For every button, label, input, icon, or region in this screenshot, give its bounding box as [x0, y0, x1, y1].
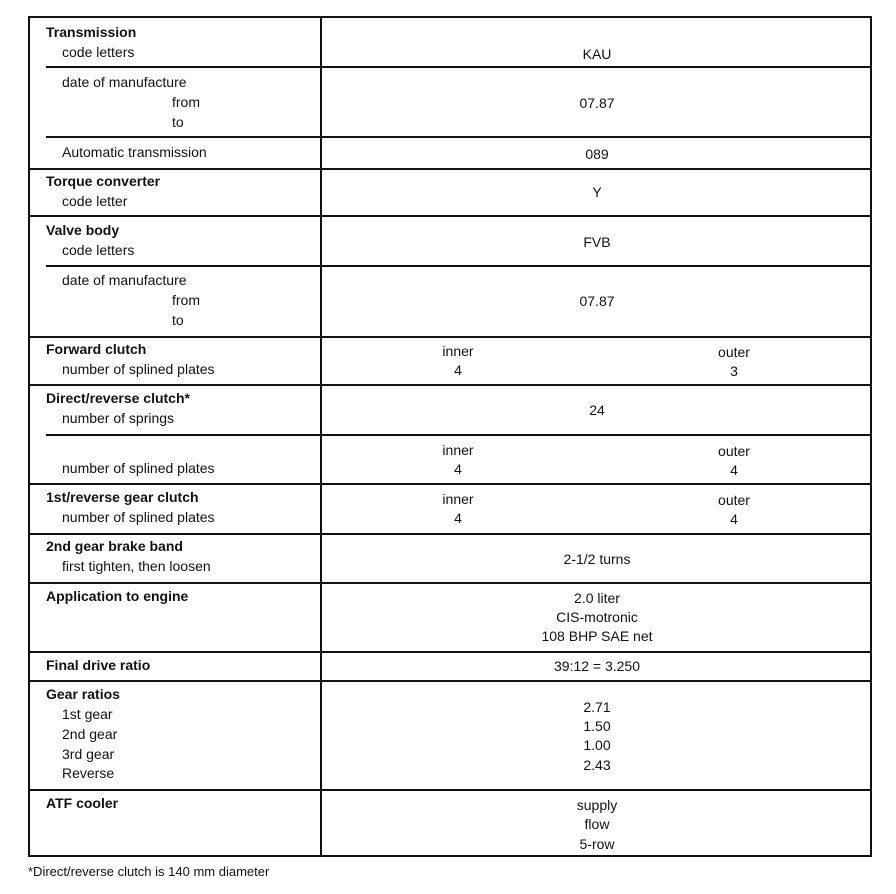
valve-body-code-value: FVB: [583, 234, 611, 250]
valve-body-date-value: 07.87: [579, 293, 615, 309]
row-divider: [28, 651, 872, 653]
atf-cooler-heading: ATF cooler: [46, 795, 119, 811]
brake-band-label: first tighten, then loosen: [62, 558, 211, 574]
valve-body-date-label: date of manufacture: [62, 272, 187, 288]
application-line-2: CIS-motronic: [556, 609, 638, 625]
transmission-code-value: KAU: [582, 46, 612, 62]
automatic-transmission-label: Automatic transmission: [62, 144, 207, 160]
direct-reverse-plates-label: number of splined plates: [62, 460, 215, 476]
row-divider: [28, 789, 872, 791]
forward-clutch-heading: Forward clutch: [46, 341, 147, 357]
torque-converter-code-value: Y: [592, 184, 602, 200]
application-line-1: 2.0 liter: [574, 590, 620, 606]
gear-ratio-label: 1st gear: [62, 706, 113, 722]
first-reverse-plates-label: number of splined plates: [62, 509, 215, 525]
brake-band-value: 2-1/2 turns: [563, 551, 631, 567]
gear-ratio-label: 3rd gear: [62, 746, 115, 762]
final-drive-heading: Final drive ratio: [46, 657, 151, 673]
first-reverse-inner-label: inner: [442, 491, 474, 507]
brake-band-heading: 2nd gear brake band: [46, 538, 183, 554]
forward-clutch-outer-value: 3: [730, 363, 738, 379]
forward-clutch-inner-value: 4: [454, 362, 462, 378]
first-reverse-outer-label: outer: [718, 492, 750, 508]
row-divider: [28, 215, 872, 217]
footnote: *Direct/reverse clutch is 140 mm diameter: [28, 864, 270, 879]
transmission-code-label: code letters: [62, 44, 135, 60]
direct-reverse-inner-value: 4: [454, 461, 462, 477]
gear-ratio-value: 2.71: [583, 699, 611, 715]
row-divider: [28, 384, 872, 386]
row-divider: [28, 533, 872, 535]
transmission-from-label: from: [172, 94, 200, 110]
atf-cooler-line-2: flow: [584, 816, 610, 832]
direct-reverse-springs-value: 24: [589, 402, 605, 418]
transmission-date-label: date of manufacture: [62, 74, 187, 90]
row-divider: [28, 168, 872, 170]
torque-converter-code-label: code letter: [62, 193, 128, 209]
gear-ratio-value: 2.43: [583, 757, 611, 773]
application-line-3: 108 BHP SAE net: [541, 628, 653, 644]
direct-reverse-springs-label: number of springs: [62, 410, 175, 426]
valve-body-code-label: code letters: [62, 242, 135, 258]
direct-reverse-outer-label: outer: [718, 443, 750, 459]
row-divider: [28, 582, 872, 584]
row-divider: [28, 680, 872, 682]
gear-ratio-value: 1.00: [583, 737, 611, 753]
atf-cooler-line-3: 5-row: [579, 836, 615, 852]
atf-cooler-line-1: supply: [576, 797, 618, 813]
column-divider: [320, 17, 322, 856]
forward-clutch-outer-label: outer: [718, 344, 750, 360]
valve-body-from-label: from: [172, 292, 200, 308]
row-divider: [46, 434, 872, 436]
first-reverse-inner-value: 4: [454, 510, 462, 526]
final-drive-value: 39:12 = 3.250: [553, 658, 641, 674]
direct-reverse-inner-label: inner: [442, 442, 474, 458]
row-divider: [28, 336, 872, 338]
valve-body-heading: Valve body: [46, 222, 120, 238]
gear-ratio-label: Reverse: [62, 765, 115, 781]
torque-converter-heading: Torque converter: [46, 173, 161, 189]
row-divider: [46, 265, 872, 267]
direct-reverse-clutch-heading: Direct/reverse clutch*: [46, 390, 190, 406]
forward-clutch-plates-label: number of splined plates: [62, 361, 215, 377]
row-divider: [28, 483, 872, 485]
first-reverse-outer-value: 4: [730, 511, 738, 527]
automatic-transmission-value: 089: [585, 146, 609, 162]
application-heading: Application to engine: [46, 588, 189, 604]
gear-ratio-label: 2nd gear: [62, 726, 118, 742]
row-divider: [46, 136, 872, 138]
gear-ratio-value: 1.50: [583, 718, 611, 734]
gear-ratios-heading: Gear ratios: [46, 686, 120, 702]
valve-body-to-label: to: [172, 312, 184, 328]
row-divider: [46, 66, 872, 68]
first-reverse-clutch-heading: 1st/reverse gear clutch: [46, 489, 199, 505]
transmission-date-value: 07.87: [579, 95, 615, 111]
direct-reverse-outer-value: 4: [730, 462, 738, 478]
transmission-to-label: to: [172, 114, 184, 130]
forward-clutch-inner-label: inner: [442, 343, 474, 359]
transmission-heading: Transmission: [46, 24, 137, 40]
